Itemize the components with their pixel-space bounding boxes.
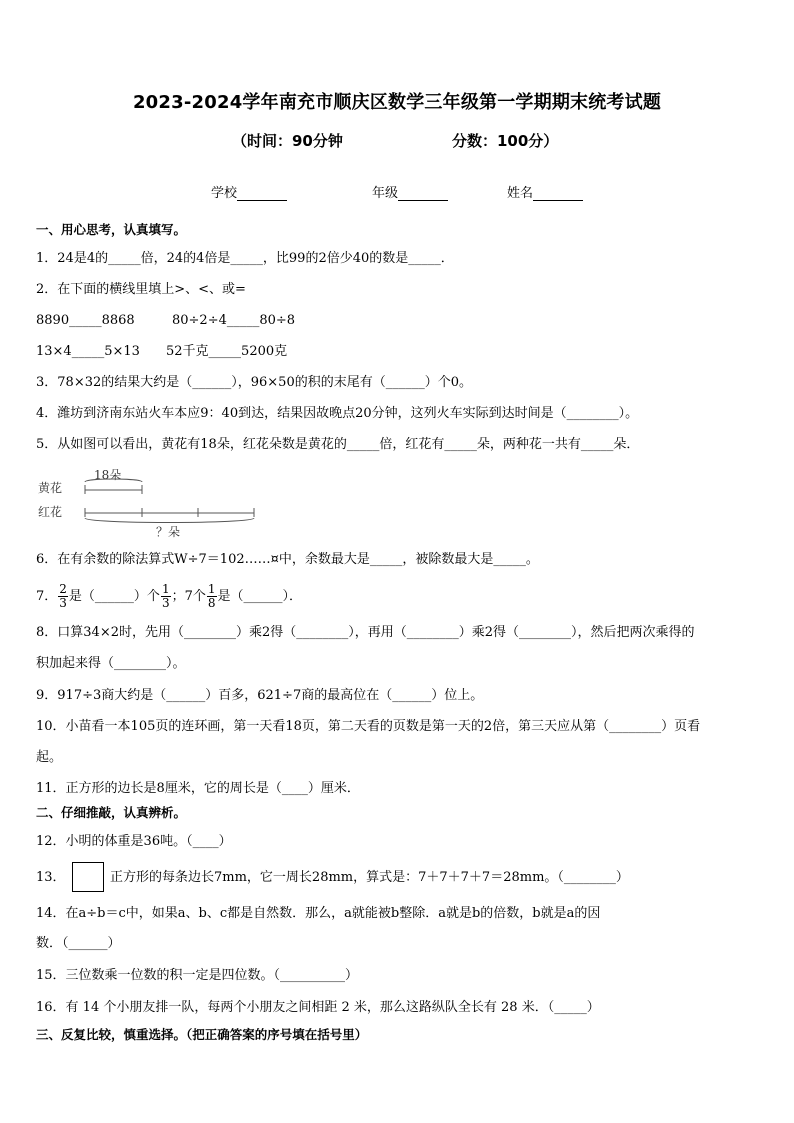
- question-2: 2．在下面的横线里填上>、<、或=: [36, 282, 246, 297]
- name-field[interactable]: [507, 182, 583, 201]
- flower-bar-diagram: [36, 468, 266, 540]
- grade-label: 年级: [372, 186, 399, 201]
- question-13-number: 13．: [36, 870, 66, 885]
- grade-field[interactable]: [372, 182, 448, 201]
- question-2b: 80÷2÷4_____80÷8: [172, 313, 296, 328]
- question-16: 16．有 14 个小朋友排一队，每两个小朋友之间相距 2 米，那么这路纵队全长有 28 米．（_____）: [36, 1000, 600, 1015]
- fraction-2-3: $\frac{2}{3}$: [59, 582, 67, 610]
- section-3-heading: 三、反复比较，慎重选择。（把正确答案的序号填在括号里）: [36, 1027, 368, 1042]
- question-3: 3．78×32的结果大约是（______），96×50的积的末尾有（______）个0。: [36, 375, 472, 390]
- score-label: 分数：100分）: [452, 132, 559, 150]
- question-10-line-1: 10．小苗看一本105页的连环画，第一天看18页，第二天看的页数是第一天的2倍，第三天应从第（________）页看: [36, 719, 701, 734]
- square-figure: [72, 862, 104, 892]
- question-14-line-2: 数．（______）: [36, 936, 121, 951]
- question-13: 正方形的每条边长7mm，它一周长28mm，算式是：7＋7＋7＋7＝28mm。（________）: [110, 870, 629, 885]
- section-1-heading: 一、用心思考，认真填写。: [36, 222, 187, 237]
- bottom-brace: [85, 518, 254, 523]
- fraction-1-8: $\frac{1}{8}$: [207, 582, 216, 610]
- question-14-line-1: 14．在a÷b＝c中，如果a、b、c都是自然数．那么，a就能被b整除．a就是b的倍数，b就是a的因: [36, 906, 601, 921]
- question-2c: 13×4_____5×13: [36, 344, 140, 359]
- question-4: 4．潍坊到济南东站火车本应9：40到达，结果因故晚点20分钟，这列火车实际到达时间是（________）。: [36, 406, 639, 421]
- fraction-1-3: $\frac{1}{3}$: [161, 582, 170, 610]
- question-1: 1．24是4的_____倍，24的4倍是_____，比99的2倍少40的数是_____．: [36, 251, 454, 266]
- question-11: 11．正方形的边长是8厘米，它的周长是（____）厘米．: [36, 781, 360, 796]
- question-10-line-2: 起。: [36, 750, 63, 765]
- question-7: 7． $\frac{2}{3}$ 是（______）个 $\frac{1}{3}$ ；7个 $\frac{1}{8}$ 是（______）．: [36, 582, 303, 610]
- school-blank[interactable]: [237, 187, 287, 201]
- question-2a: 8890_____8868: [36, 313, 135, 328]
- red-count-label: ？朵: [156, 525, 181, 539]
- page-title: 2023-2024学年南充市顺庆区数学三年级第一学期期末统考试题: [132, 92, 662, 113]
- grade-blank[interactable]: [398, 187, 448, 201]
- time-label: （时间：90分钟: [232, 132, 343, 150]
- name-label: 姓名: [507, 186, 534, 201]
- question-2d: 52千克_____5200克: [166, 344, 288, 359]
- question-8-line-1: 8．口算34×2时，先用（________）乘2得（________），再用（________）乘2得（________），然后把两次乘得的: [36, 625, 695, 640]
- question-12: 12．小明的体重是36吨。（____）: [36, 834, 232, 849]
- yellow-count-label: 18朵: [94, 468, 122, 482]
- question-8-line-2: 积加起来得（________）。: [36, 656, 186, 671]
- question-15: 15．三位数乘一位数的积一定是四位数。（__________）: [36, 968, 359, 983]
- school-label: 学校: [211, 186, 238, 201]
- question-5: 5．从如图可以看出，黄花有18朵，红花朵数是黄花的_____倍，红花有_____朵，两种花一共有_____朵．: [36, 437, 640, 452]
- red-flower-label: 红花: [38, 505, 63, 519]
- question-9: 9．917÷3商大约是（______）百多，621÷7商的最高位在（______）位上。: [36, 688, 484, 703]
- section-2-heading: 二、仔细推敲，认真辨析。: [36, 805, 187, 820]
- name-blank[interactable]: [533, 187, 583, 201]
- question-6: 6．在有余数的除法算式W÷7＝102……¤中，余数最大是_____，被除数最大是_____。: [36, 552, 539, 567]
- yellow-flower-label: 黄花: [38, 481, 63, 495]
- school-field[interactable]: [211, 182, 287, 201]
